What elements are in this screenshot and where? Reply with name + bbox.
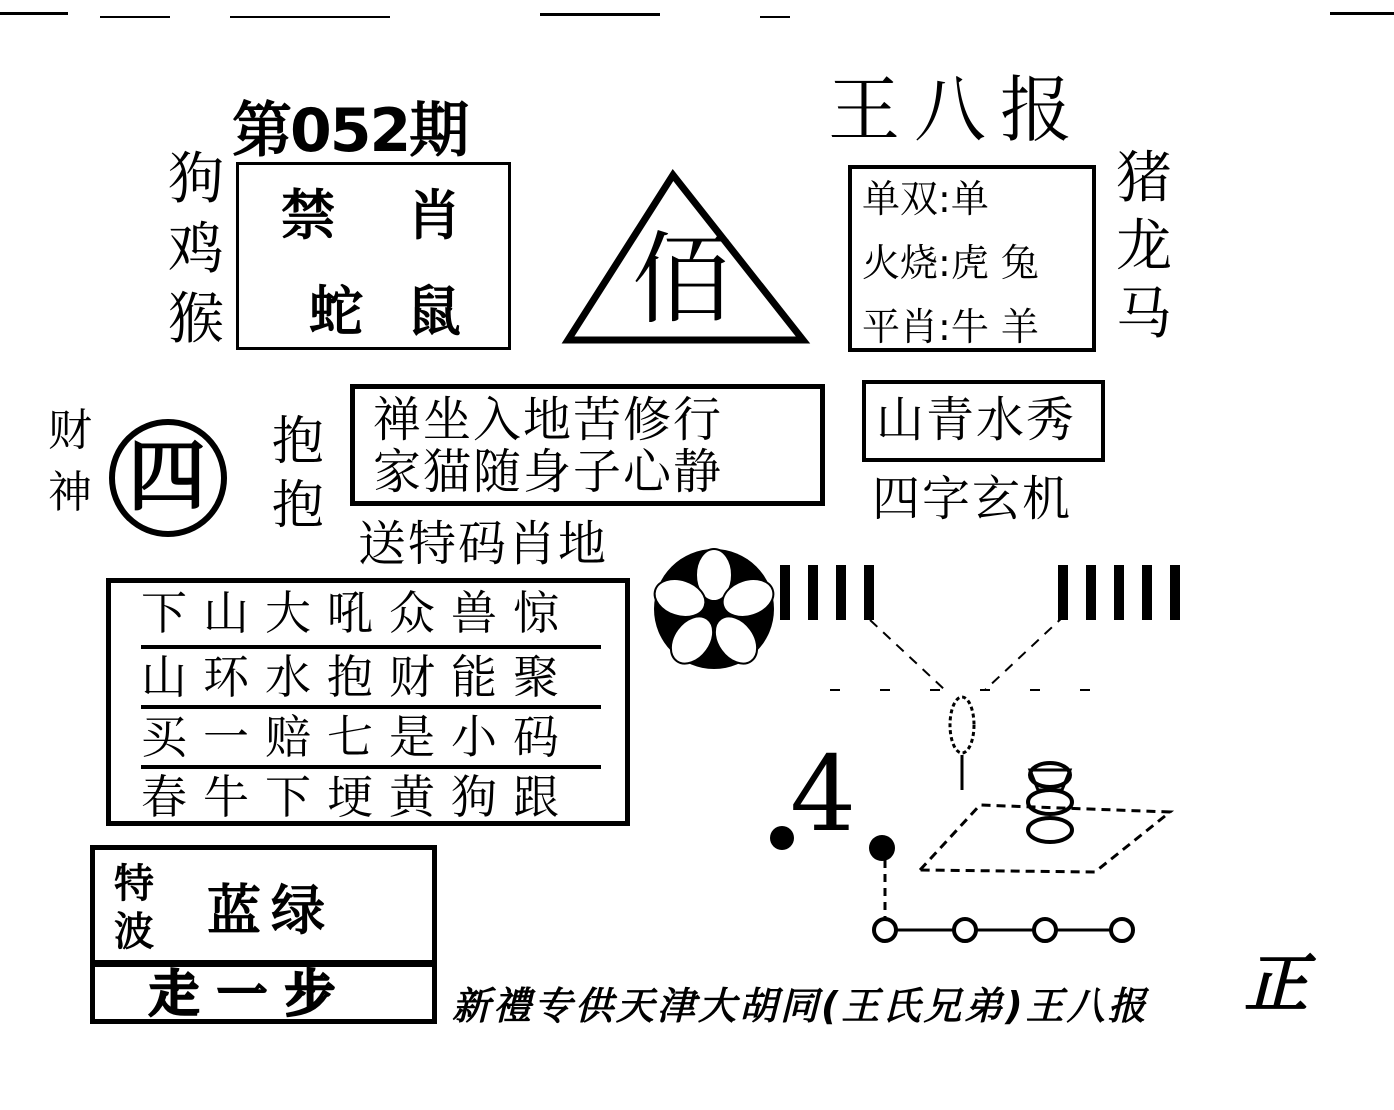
info-box [848, 165, 1096, 352]
poem-line-2: 家猫随身子心静 [373, 444, 724, 500]
paper-title: 王八报 [828, 68, 1087, 152]
footer-text: 新禮专供天津大胡同(王氏兄弟)王八报 [452, 984, 1149, 1028]
banned-label: 禁 [281, 183, 335, 247]
info-row-odd-even: 单双:单 [862, 177, 989, 221]
right-animals [1108, 145, 1180, 349]
footer-mark: 正 [1244, 947, 1308, 1022]
four-char-caption: 四字玄机 [872, 471, 1073, 527]
bar-mark [1058, 565, 1068, 620]
issue-number: 第052期 [232, 96, 468, 166]
poem-caption: 送特码肖地 [358, 516, 609, 572]
zodiac-label: 肖 [407, 183, 461, 247]
dot-right-icon [869, 835, 895, 861]
caishen-label: 财 神 [48, 405, 92, 518]
banned-animal-rat: 鼠 [407, 279, 461, 343]
bar-mark [780, 565, 790, 620]
animal-horse: 马 [1116, 282, 1172, 347]
special-wave-label: 特 波 [114, 861, 154, 955]
bar-mark [808, 565, 818, 620]
bars-left [780, 565, 890, 620]
incense-icon [950, 697, 974, 790]
altar-icon [920, 763, 1170, 872]
bauhinia-emblem-icon [650, 549, 779, 672]
step-text: 走一步 [149, 965, 353, 1023]
hug-label: 抱 抱 [271, 412, 324, 536]
step-box [90, 962, 437, 1024]
poem-line-1: 禅坐入地苦修行 [373, 392, 724, 448]
info-row-fire: 火烧:虎 兔 [862, 241, 1039, 285]
verse-line: 春牛下埂黄狗跟 [141, 765, 601, 825]
four-char-box [862, 380, 1105, 462]
bar-mark [1086, 565, 1096, 620]
verse-line: 买一赔七是小码 [141, 705, 601, 765]
special-wave-box [90, 845, 437, 965]
info-row-flat: 平肖:牛 羊 [862, 305, 1039, 349]
number-four: 4 [790, 733, 857, 855]
bar-mark [864, 565, 874, 620]
animal-dragon: 龙 [1116, 214, 1172, 279]
bar-mark [1170, 565, 1180, 620]
bar-mark [1114, 565, 1124, 620]
bar-mark [1142, 565, 1152, 620]
animal-dog: 狗 [168, 147, 224, 212]
four-char-phrase: 山青水秀 [876, 392, 1077, 448]
triangle-character: 佰 [632, 221, 732, 338]
bar-mark [836, 565, 846, 620]
poem-box [350, 384, 825, 506]
circle-chain-icon [874, 919, 1133, 941]
animal-monkey: 猴 [168, 287, 224, 352]
verse-line: 下山大吼众兽惊 [141, 586, 575, 640]
caishen-circle-char: 四 [128, 432, 207, 522]
animal-rooster: 鸡 [168, 217, 224, 282]
bars-right [1058, 565, 1198, 620]
verse-line: 山环水抱财能聚 [141, 645, 601, 705]
banned-animal-snake: 蛇 [309, 279, 363, 343]
animal-pig: 猪 [1116, 146, 1172, 211]
special-wave-colors: 蓝绿 [207, 878, 335, 942]
verse-box [106, 578, 630, 826]
